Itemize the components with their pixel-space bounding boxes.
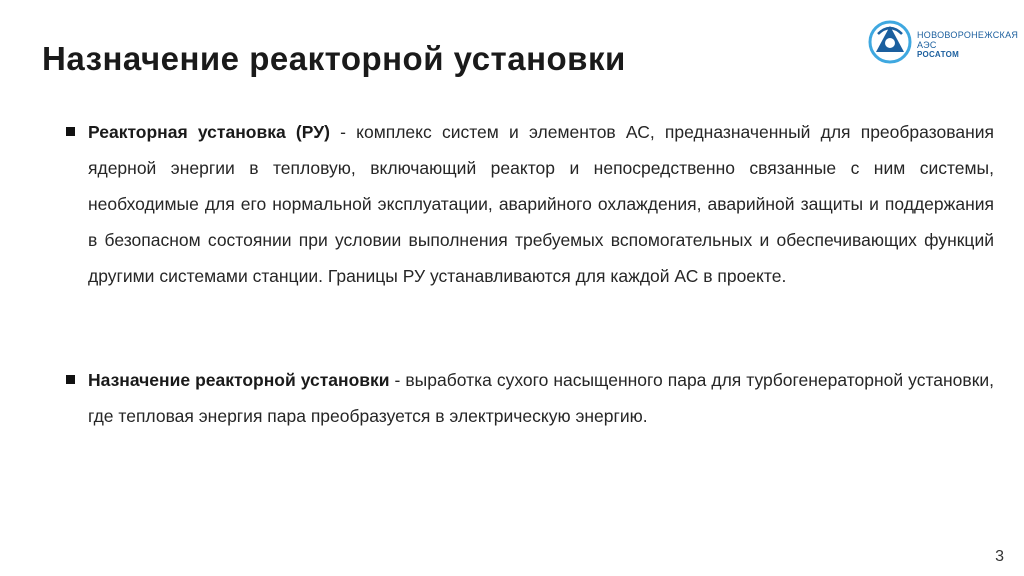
atom-logo-icon: [868, 20, 912, 64]
logo-line-1: НОВОВОРОНЕЖСКАЯ: [917, 30, 1019, 40]
bullet-term: Реакторная установка (РУ): [88, 122, 330, 142]
slide-title: Назначение реакторной установки: [42, 40, 626, 77]
bullet-term: Назначение реакторной установки: [88, 370, 390, 390]
bullet-list: [66, 114, 994, 434]
square-bullet-icon: [66, 127, 75, 136]
square-bullet-icon: [66, 375, 75, 384]
bullet-item: [66, 114, 994, 294]
logo-brand: РОСАТОМ: [917, 50, 960, 59]
logo-line-2: АЭС: [917, 40, 937, 50]
bullet-text: - выработка сухого насыщенного пара для турбогенераторной установки, где тепловая энергия пара преобразуется в электрическую энергию.: [88, 370, 994, 426]
page-number: 3: [995, 548, 1004, 565]
company-logo: [868, 20, 1019, 68]
logo-text: [917, 30, 1018, 60]
bullet-item: [66, 362, 994, 434]
bullet-text: - комплекс систем и элементов АС, предназначенный для преобразования ядерной энергии в тепловую, включающий реактор и непосредственно связанные с ним системы, необходимые для его нормальной эксплуатации, аварийного охлаждения, аварийной защиты и поддержания в безопасном состоянии при условии выполнения требуемых вспомогательных и обеспечивающих функций другими системами станции. Границы РУ устанавливаются для каждой АС в проекте.: [88, 122, 994, 286]
